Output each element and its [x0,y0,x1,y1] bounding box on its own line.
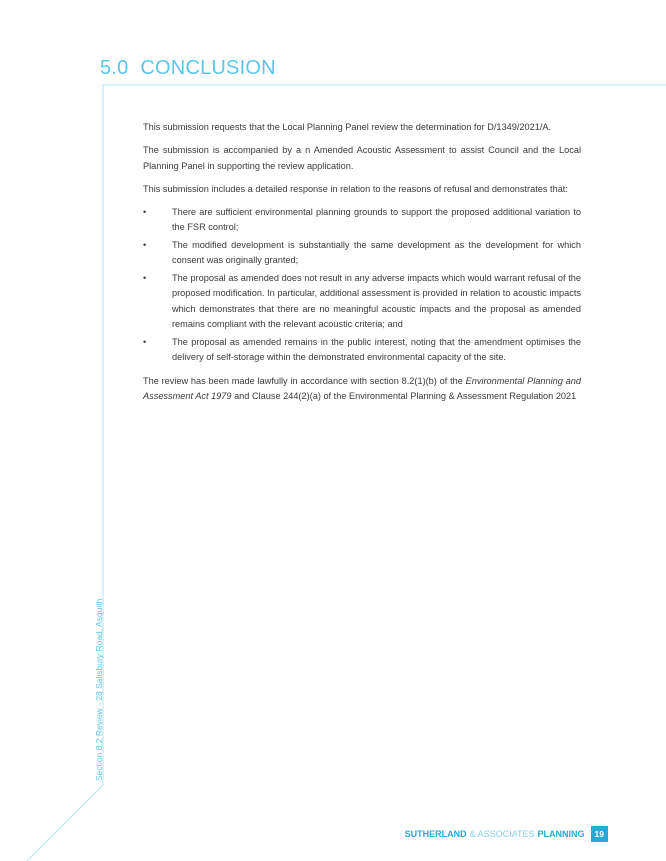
list-item: • The proposal as amended does not result in any adverse impacts which would warrant refusal of the proposed modification. In particular, additional assessment is provided in relation to acoustic impacts which demonstrates that there are no meaningful acoustic impacts and the proposal as amended remains compliant with the relevant acoustic criteria; and [143,272,581,329]
sidebar-document-title: Section 8.2 Review - 28 Salisbury Road, Asquith [94,598,104,781]
paragraph-4: The review has been made lawfully in accordance with section 8.2(1)(b) of the Environmental Planning and Assessment Act 1979 and Clause 244(2)(a) of the Environmental Planning & Assessment Regulation 2021 [143,375,581,401]
section-title: CONCLUSION [140,57,276,79]
act-title: Environmental Planning and Assessment Act 1979 [143,375,581,401]
brand-sutherland: SUTHERLAND [404,829,467,839]
list-item: • The modified development is substantially the same development as the development for which consent was originally granted; [143,239,581,265]
conclusion-body [143,120,581,412]
bullet-icon: • [143,206,147,217]
brand-planning: PLANNING [537,829,585,839]
findings-list [143,205,581,366]
section-heading [100,57,276,80]
paragraph-2: The submission is accompanied by a n Amended Acoustic Assessment to assist Council and the Local Planning Panel in supporting the review application. [143,145,581,171]
page-number: 19 [591,826,608,842]
brand-associates: & ASSOCIATES [469,829,535,839]
list-item: • There are sufficient environmental planning grounds to support the proposed additional variation to the FSR control; [143,206,581,232]
footer-brand [405,826,608,842]
paragraph-1: This submission requests that the Local Planning Panel review the determination for D/1349/2021/A. [143,122,552,132]
paragraph-3: This submission includes a detailed response in relation to the reasons of refusal and demonstrates that: [143,183,568,194]
section-number: 5.0 [100,57,129,79]
bullet-icon: • [143,272,147,283]
list-item: • The proposal as amended remains in the public interest, noting that the amendment optimises the delivery of self-storage within the demonstrated environmental capacity of the site. [143,336,581,362]
bullet-icon: • [143,336,147,347]
bullet-icon: • [143,239,147,250]
